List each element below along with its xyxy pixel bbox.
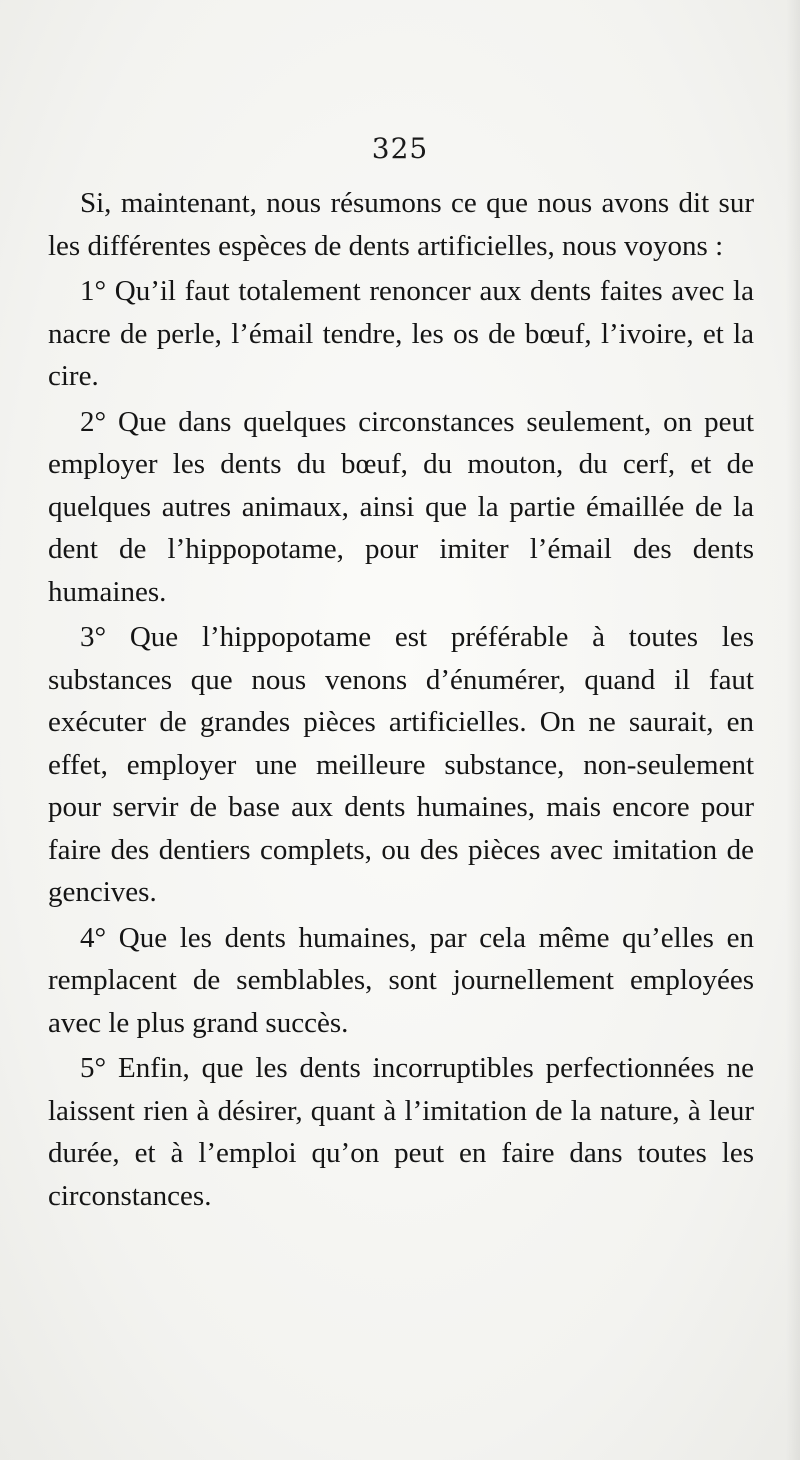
paragraph-point-5: 5° Enfin, que les dents incorruptibles perfectionnées ne laissent rien à désirer, quant à l’imitation de la nature, à leur durée, et à l’emploi qu’on peut en faire dans toutes les circonstances. [48, 1052, 754, 1212]
paragraph-point-1: 1° Qu’il faut totalement renoncer aux dents faites avec la nacre de perle, l’émail tendre, les os de bœuf, l’ivoire, et la cire. [48, 275, 754, 392]
page-edge-shadow [786, 0, 800, 1460]
paragraph-point-4: 4° Que les dents humaines, par cela même qu’elles en remplacent de semblables, sont journellement employées avec le plus grand succès. [48, 921, 754, 1039]
paragraph-intro: Si, maintenant, nous résumons ce que nous avons dit sur les différentes espèces de dents artificielles, nous voyons : [48, 187, 754, 262]
body-text [48, 182, 754, 1217]
paragraph-point-3: 3° Que l’hippopotame est préférable à toutes les substances que nous venons d’énumérer, quand il faut exécuter de grandes pièces artificielles. On ne saurait, en effet, employer une meilleure substance, non-seulement pour servir de base aux dents humaines, mais encore pour faire des dentiers complets, ou des pièces avec imitation de gencives. [48, 621, 754, 908]
paragraph-point-2: 2° Que dans quelques circonstances seulement, on peut employer les dents du bœuf, du mouton, du cerf, et de quelques autres animaux, ainsi que la partie émaillée de la dent de l’hippopotame, pour imiter l’émail des dents humaines. [48, 405, 754, 608]
page-number: 325 [371, 132, 429, 165]
